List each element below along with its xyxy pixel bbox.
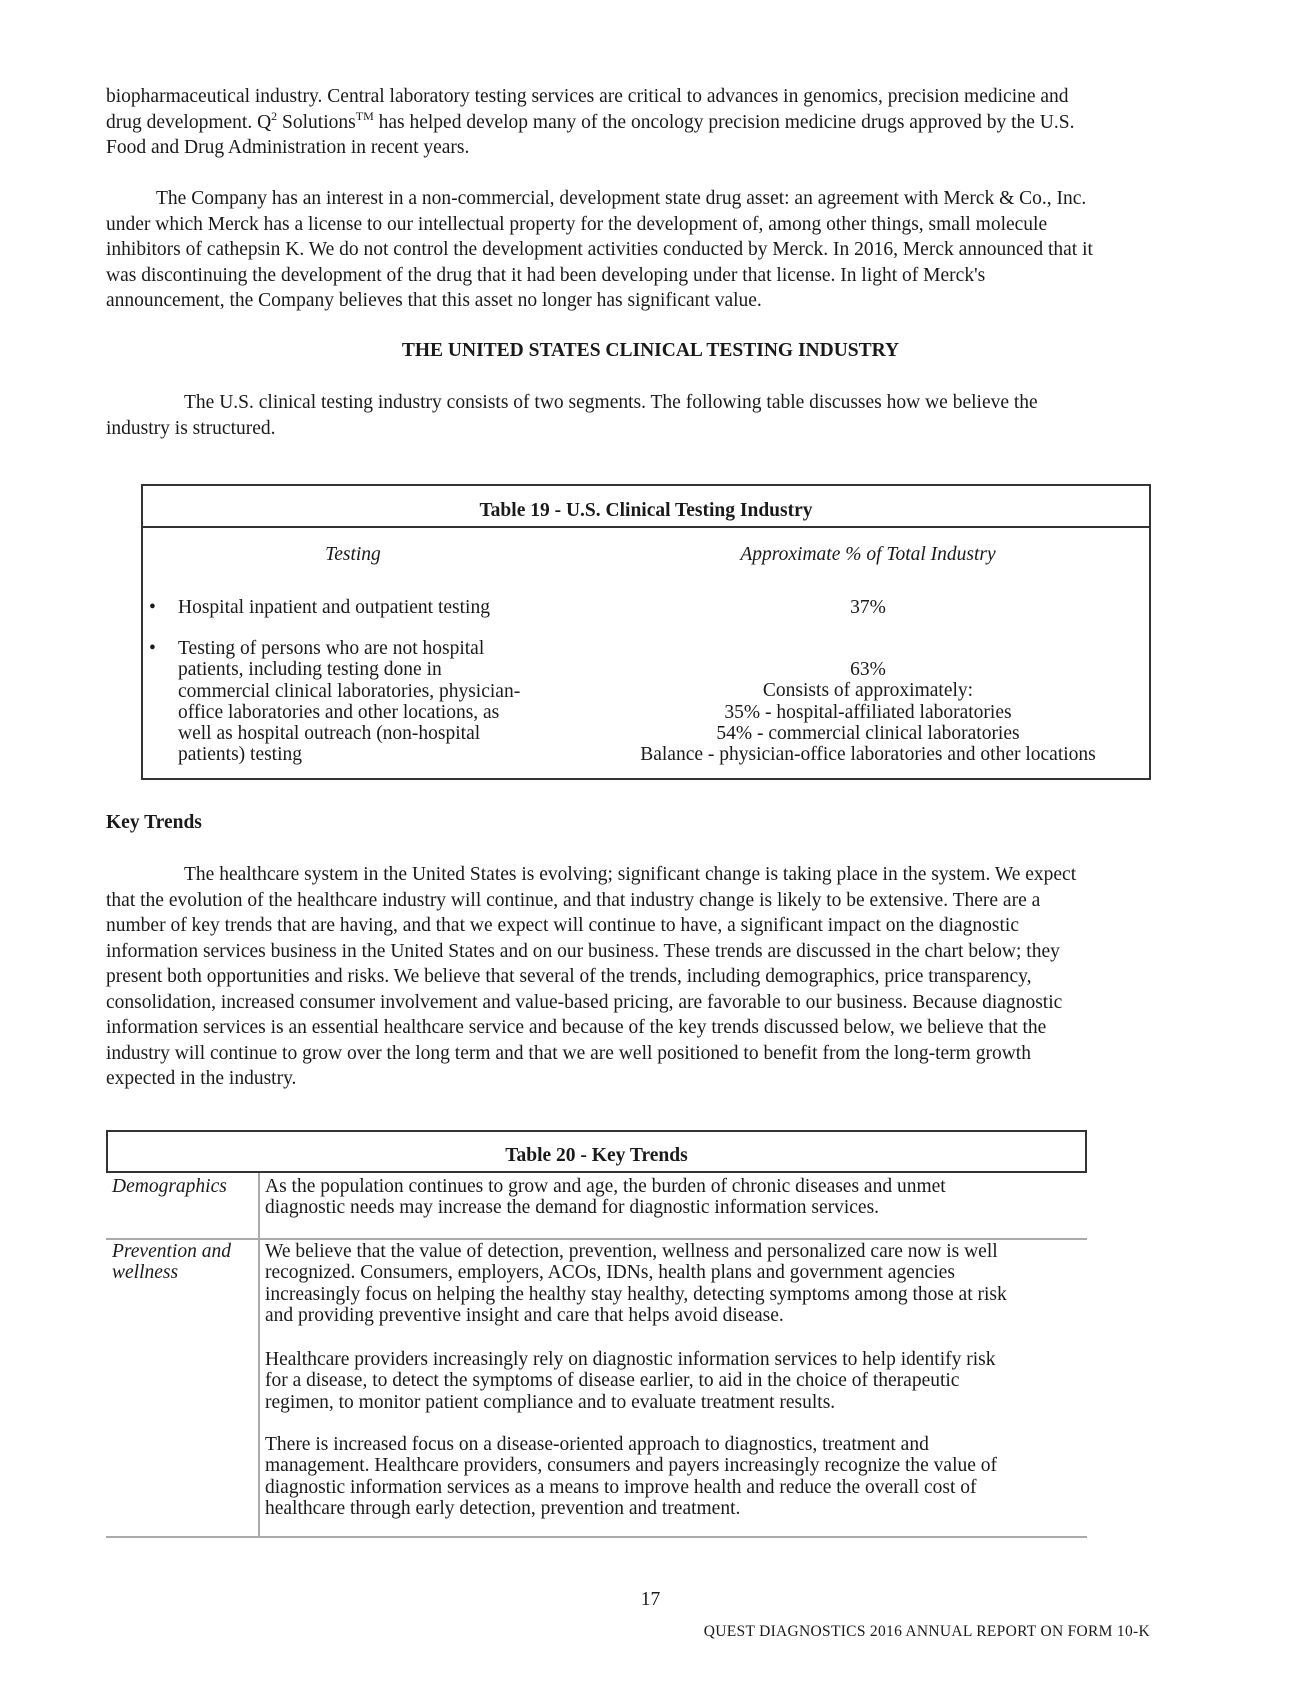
row-text-line: diagnostic needs may increase the demand for diagnostic information services. xyxy=(265,1197,880,1219)
table-20-row-2-label xyxy=(112,1241,231,1284)
row-2-value-line: Balance - physician-office laboratories and other locations xyxy=(640,744,1096,766)
trends-line: number of key trends that are having, and that we expect will continue to have, a significant impact on the diagnostic xyxy=(106,915,1019,936)
row-1-label-line: Hospital inpatient and outpatient testing xyxy=(178,597,490,618)
table-19-row-1-label xyxy=(178,597,490,618)
row-2-label-line: patients, including testing done in xyxy=(178,659,442,681)
trends-line: industry will continue to grow over the long term and that we are well positioned to benefit from the long-term growth xyxy=(106,1042,1031,1064)
merck-line-4: was discontinuing the development of the drug that it had been developing under that license. In light of Merck's xyxy=(106,264,986,286)
prevention-label-line: wellness xyxy=(112,1262,179,1284)
intro-line-2-rest: has helped develop many of the oncology precision medicine drugs approved by the U.S. xyxy=(378,111,1075,133)
row-text-line: There is increased focus on a disease-oriented approach to diagnostics, treatment and xyxy=(265,1434,929,1455)
row-text-line: healthcare through early detection, prevention and treatment. xyxy=(265,1497,741,1519)
row-text-line: diagnostic information services as a means to improve health and reduce the overall cost of xyxy=(265,1476,977,1498)
merck-paragraph xyxy=(106,186,1196,314)
row-text-line: recognized. Consumers, employers, ACOs, IDNs, health plans and government agencies xyxy=(265,1262,955,1284)
column-header-testing: Testing xyxy=(325,544,381,565)
key-trends-paragraph xyxy=(106,862,1196,1092)
page-footer: QUEST DIAGNOSTICS 2016 ANNUAL REPORT ON FORM 10-K xyxy=(703,1623,1150,1640)
tm-superscript: TM xyxy=(355,108,374,123)
row-2-label-line: office laboratories and other locations, as xyxy=(178,701,500,723)
table-20-row-2-paragraph-3 xyxy=(265,1434,997,1519)
row-2-label-line: patients) testing xyxy=(178,744,303,766)
table-20-row-1-text xyxy=(265,1176,946,1219)
intro-line-3: Food and Drug Administration in recent years. xyxy=(106,137,470,158)
industry-paragraph xyxy=(106,390,1196,441)
row-2-value-line: Consists of approximately: xyxy=(762,680,974,702)
table-20-title: Table 20 - Key Trends xyxy=(106,1130,1087,1173)
row-text-line: increasingly focus on helping the healthy stay healthy, detecting symptoms among those at risk xyxy=(265,1283,1007,1305)
intro-line-2-prefix: drug development. Q xyxy=(106,111,272,133)
table-19 xyxy=(141,484,1151,780)
row-1-value-line: 37% xyxy=(850,597,886,618)
column-header-percent: Approximate % of Total Industry xyxy=(740,544,996,565)
table-20-row-1-label xyxy=(112,1176,227,1197)
merck-line-5: announcement, the Company believes that this asset no longer has significant value. xyxy=(106,290,762,311)
prevention-label-line: Prevention and xyxy=(112,1241,231,1262)
merck-line-2: under which Merck has a license to our intellectual property for the development of, among other things, small molecule xyxy=(106,213,1048,235)
key-trends-heading: Key Trends xyxy=(106,812,202,833)
demographics-label: Demographics xyxy=(112,1176,227,1197)
row-2-label-line: well as hospital outreach (non-hospital xyxy=(178,723,481,745)
table-20-row-2-paragraph-1 xyxy=(265,1241,1007,1326)
table-19-title: Table 19 - U.S. Clinical Testing Industry xyxy=(143,486,1149,528)
row-2-value-line: 63% xyxy=(850,659,886,680)
table-20-row-2-paragraph-2 xyxy=(265,1349,996,1413)
trends-line: expected in the industry. xyxy=(106,1068,297,1089)
table-20-column-divider xyxy=(258,1173,260,1537)
page-number: 17 xyxy=(640,1589,661,1610)
table-19-row-1-value xyxy=(598,597,1138,618)
table-20-bottom-border xyxy=(106,1536,1087,1538)
table-19-row-2-value xyxy=(598,659,1138,765)
row-text-line: for a disease, to detect the symptoms of disease earlier, to aid in the choice of therapeutic xyxy=(265,1370,960,1392)
row-2-value-line: 54% - commercial clinical laboratories xyxy=(716,722,1020,744)
section-heading: THE UNITED STATES CLINICAL TESTING INDUSTRY xyxy=(401,340,900,361)
merck-line-1: The Company has an interest in a non-commercial, development state drug asset: an agreement with Merck & Co., Inc. xyxy=(156,188,1087,209)
table-19-row-2-label xyxy=(178,638,520,766)
trends-line: that the evolution of the healthcare industry will continue, and that industry change is likely to be extensive. There are a xyxy=(106,889,1041,911)
q-superscript: 2 xyxy=(271,108,278,123)
row-2-label-line: commercial clinical laboratories, physician- xyxy=(178,680,521,702)
row-text-line: Healthcare providers increasingly rely on diagnostic information services to help identify risk xyxy=(265,1349,996,1370)
row-text-line: We believe that the value of detection, prevention, wellness and personalized care now is well xyxy=(265,1241,998,1262)
intro-line-2 xyxy=(106,110,1196,136)
row-text-line: and providing preventive insight and care that helps avoid disease. xyxy=(265,1304,784,1326)
trends-line: information services business in the United States and on our business. These trends are discussed in the chart below; they xyxy=(106,940,1060,962)
row-2-value-line: 35% - hospital-affiliated laboratories xyxy=(724,701,1012,723)
trends-line: consolidation, increased consumer involvement and value-based pricing, are favorable to our business. Because diagnostic xyxy=(106,991,1063,1013)
row-text-line: As the population continues to grow and age, the burden of chronic diseases and unmet xyxy=(265,1176,946,1197)
merck-line-3: inhibitors of cathepsin K. We do not control the development activities conducted by Merck. In 2016, Merck announced that it xyxy=(106,239,1093,260)
bullet-row-2: • xyxy=(149,638,156,659)
industry-line-1: The U.S. clinical testing industry consists of two segments. The following table discusses how we believe the xyxy=(184,392,1038,413)
trends-line: information services is an essential healthcare service and because of the key trends discussed below, we believe that the xyxy=(106,1017,1047,1038)
row-text-line: regimen, to monitor patient compliance and to evaluate treatment results. xyxy=(265,1391,836,1413)
trends-line: The healthcare system in the United States is evolving; significant change is taking place in the system. We expect xyxy=(184,864,1077,885)
table-20-row-divider xyxy=(106,1238,1087,1240)
trends-line: present both opportunities and risks. We believe that several of the trends, including demographics, price transparency, xyxy=(106,966,1032,987)
solutions-text: Solutions xyxy=(277,111,356,133)
bullet-row-1: • xyxy=(149,597,156,618)
intro-paragraph xyxy=(106,84,1196,161)
intro-line-1: biopharmaceutical industry. Central laboratory testing services are critical to advances in genomics, precision medicine and xyxy=(106,86,1069,107)
row-text-line: management. Healthcare providers, consumers and payers increasingly recognize the value of xyxy=(265,1455,998,1477)
row-2-label-line: Testing of persons who are not hospital xyxy=(178,638,485,659)
industry-line-2: industry is structured. xyxy=(106,417,276,439)
